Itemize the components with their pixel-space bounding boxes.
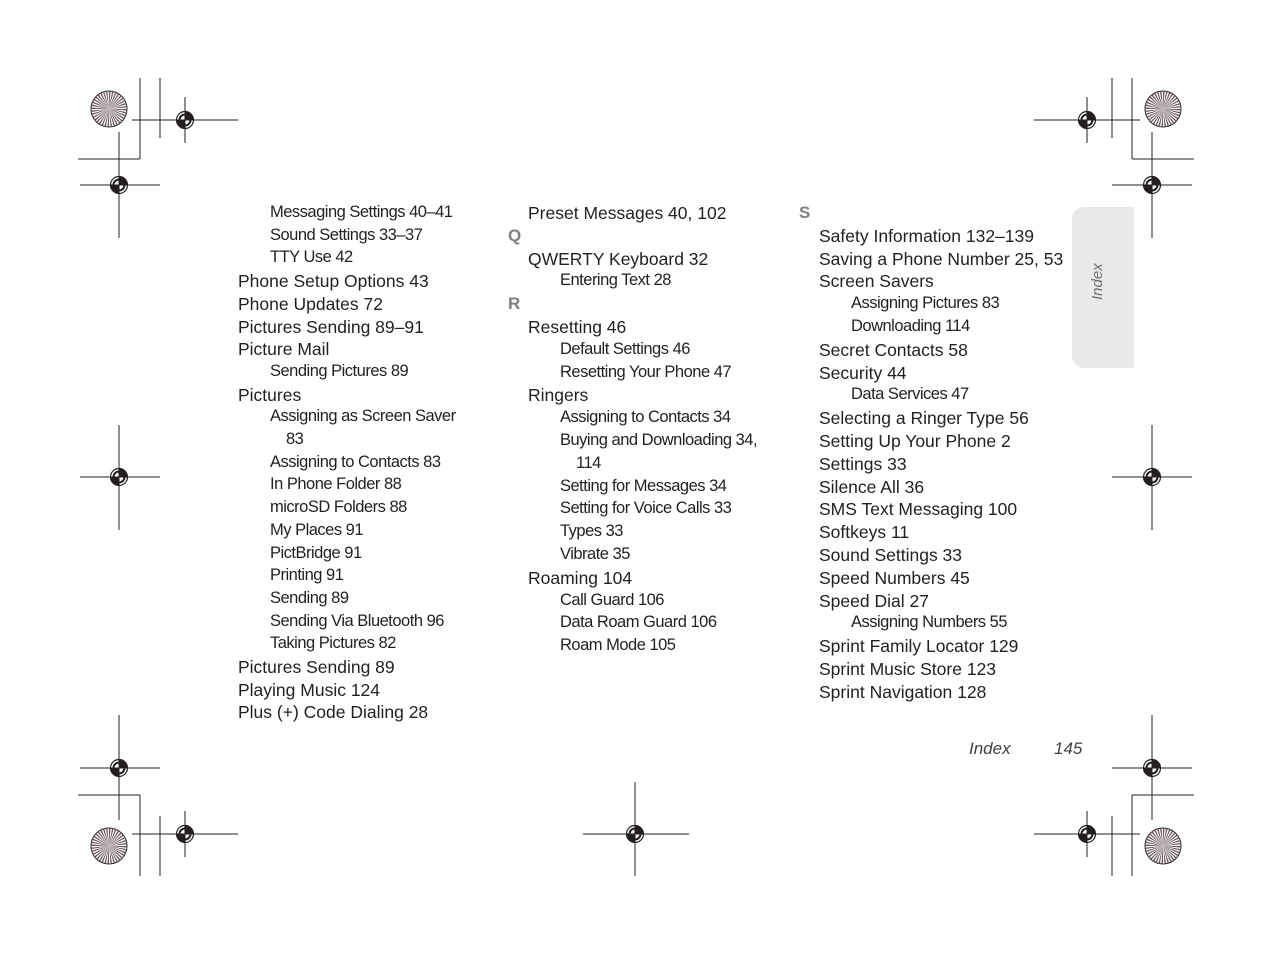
index-entry: Pictures Sending 89 (238, 657, 395, 677)
index-subentry: In Phone Folder 88 (270, 475, 402, 494)
index-subentry: Assigning to Contacts 83 (270, 452, 441, 471)
index-subentry: Call Guard 106 (560, 590, 664, 609)
index-entry: Pictures (238, 384, 302, 405)
index-subentry: Sending 89 (270, 588, 349, 607)
index-entry: Pictures Sending 89–91 (238, 316, 424, 337)
index-subentry: Assigning as Screen Saver (270, 407, 456, 426)
index-entry: Secret Contacts 58 (819, 339, 968, 360)
index-subentry: Buying and Downloading 34, (560, 431, 758, 449)
index-entry: Speed Numbers 45 (819, 567, 970, 588)
index-subentry: TTY Use 42 (270, 248, 353, 267)
index-entry: Plus (+) Code Dialing 28 (238, 702, 429, 723)
index-subentry: Setting for Messages 34 (560, 476, 727, 495)
index-subentry: Printing 91 (270, 566, 344, 585)
index-entry: Sprint Family Locator 129 (819, 636, 1019, 657)
index-subentry: Sound Settings 33–37 (270, 225, 423, 244)
footer-page-number: 145 (1054, 739, 1083, 758)
index-subentry: Messaging Settings 40–41 (270, 203, 453, 221)
index-entry: Safety Information 132–139 (819, 225, 1035, 246)
index-letter-heading: Q (508, 225, 522, 245)
index-subentry: PictBridge 91 (270, 543, 362, 562)
index-subentry: Data Roam Guard 106 (560, 613, 717, 632)
index-subentry: Roam Mode 105 (560, 636, 676, 655)
index-entry: Selecting a Ringer Type 56 (819, 408, 1029, 429)
index-entry: Speed Dial 27 (819, 590, 929, 611)
index-subentry: Entering Text 28 (560, 271, 671, 290)
index-subentry: Data Services 47 (851, 385, 969, 404)
index-entry: Resetting 46 (528, 317, 627, 337)
index-subentry: 83 (286, 430, 304, 448)
index-entry: Saving a Phone Number 25, 53 (819, 248, 1064, 269)
index-entry: Sound Settings 33 (819, 545, 963, 565)
index-subentry: Downloading 114 (851, 317, 970, 335)
index-entry: SMS Text Messaging 100 (819, 499, 1018, 520)
index-subentry: Types 33 (560, 522, 623, 541)
index-subentry: Resetting Your Phone 47 (560, 362, 732, 381)
index-entry: Softkeys 11 (819, 522, 910, 543)
index-entry: Phone Setup Options 43 (238, 271, 429, 292)
index-subentry: Default Settings 46 (560, 339, 690, 358)
index-subentry: Assigning to Contacts 34 (560, 408, 731, 427)
index-subentry: Taking Pictures 82 (270, 634, 396, 653)
index-subentry: microSD Folders 88 (270, 498, 407, 517)
index-entry: Ringers (528, 385, 589, 406)
index-entry: Sprint Navigation 128 (819, 681, 987, 702)
index-entry: Screen Savers (819, 271, 934, 292)
index-subentry: Sending Pictures 89 (270, 361, 409, 380)
index-entry: Sprint Music Store 123 (819, 659, 997, 679)
index-subentry: Setting for Voice Calls 33 (560, 499, 732, 518)
index-entry: Playing Music 124 (238, 679, 381, 700)
index-entry: Phone Updates 72 (238, 293, 383, 314)
index-entry: Silence All 36 (819, 476, 925, 497)
index-subentry: Vibrate 35 (560, 545, 630, 563)
index-entry: Roaming 104 (528, 567, 633, 588)
index-entry: Setting Up Your Phone 2 (819, 431, 1011, 451)
side-tab-label: Index (1089, 263, 1106, 300)
index-subentry: 114 (576, 453, 601, 472)
footer-section-title: Index (969, 739, 1011, 758)
index-entry: Picture Mail (238, 339, 330, 360)
index-letter-heading: S (799, 203, 811, 222)
index-entry: Settings 33 (819, 453, 907, 474)
index-letter-heading: R (508, 294, 521, 314)
index-subentry: Assigning Numbers 55 (851, 613, 1007, 632)
index-entry: Preset Messages 40, 102 (528, 203, 727, 223)
index-subentry: Sending Via Bluetooth 96 (270, 611, 444, 630)
index-entry: QWERTY Keyboard 32 (528, 248, 709, 269)
index-subentry: Assigning Pictures 83 (851, 294, 1000, 313)
index-entry: Security 44 (819, 362, 907, 383)
index-subentry: My Places 91 (270, 520, 364, 539)
